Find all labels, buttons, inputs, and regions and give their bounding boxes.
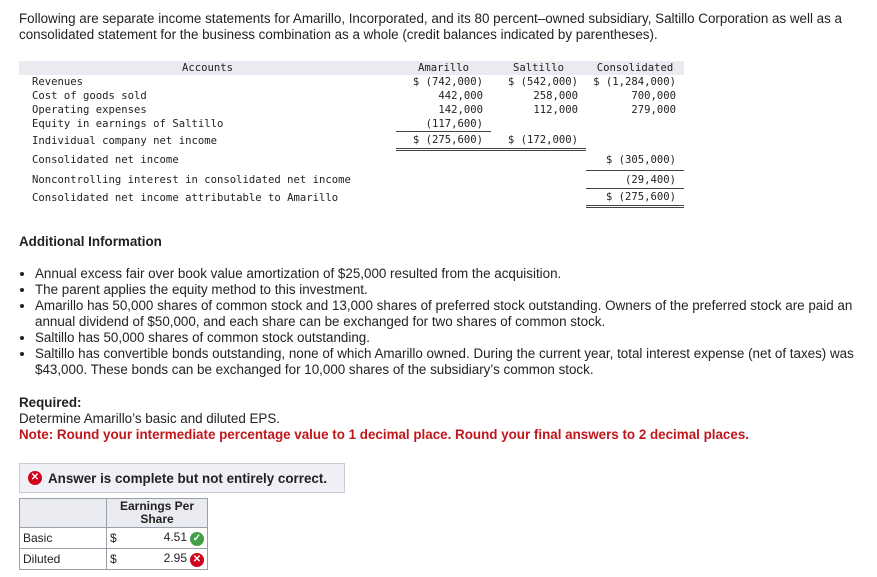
- consolidated-value: $ (305,000): [605, 153, 676, 166]
- row-label: Revenues: [32, 76, 84, 88]
- consolidated-value: $ (275,600): [586, 189, 684, 207]
- answer-status-text: Answer is complete but not entirely correct.: [48, 470, 328, 486]
- table-row: [19, 189, 684, 207]
- required-title: Required:: [19, 395, 82, 410]
- saltillo-value: [491, 171, 586, 189]
- consolidated-value: (29,400): [586, 171, 684, 189]
- saltillo-value: $ (172,000): [491, 132, 586, 150]
- consolidated-value: [586, 117, 684, 132]
- header-saltillo: Saltillo: [491, 61, 586, 75]
- saltillo-value: 258,000: [533, 90, 578, 102]
- list-item: • Saltillo has convertible bonds outstanding, none of which Amarillo owned. During the current year, total interest expense (net of taxes) was $43,000. These bonds can be exchanged for 10,000 shares of the subsidiary’s common stock.: [35, 346, 877, 378]
- table-row: [19, 75, 684, 89]
- consolidated-value: 700,000: [631, 90, 676, 102]
- row-label: Individual company net income: [32, 134, 217, 147]
- intro-paragraph: Following are separate income statements for Amarillo, Incorporated, and its 80 percent–owned subsidiary, Saltillo Corporation as well as a consolidated statement for the business combination as a whole (credit balances indicated by parentheses).: [19, 11, 842, 42]
- consolidated-value: [586, 132, 684, 150]
- answer-status-banner: [19, 463, 345, 493]
- consolidated-value: 279,000: [631, 104, 676, 116]
- header-consolidated: Consolidated: [586, 61, 684, 75]
- saltillo-value: [491, 150, 586, 171]
- close-icon: ✕: [190, 553, 204, 567]
- consolidated-value: $ (1,284,000): [593, 76, 676, 88]
- list-item: • The parent applies the equity method to this investment.: [35, 282, 877, 298]
- table-row: [19, 150, 684, 171]
- amarillo-value: $ (275,600): [396, 132, 491, 150]
- rounding-note: Note: Round your intermediate percentage value to 1 decimal place. Round your final answers to 2 decimal places.: [19, 427, 749, 442]
- additional-information-heading: Additional Information: [19, 234, 162, 249]
- saltillo-value: [491, 117, 586, 132]
- row-label: Consolidated net income attributable to Amarillo: [32, 191, 339, 204]
- basic-eps-value: 4.51: [163, 530, 187, 544]
- amarillo-value: [396, 150, 491, 171]
- table-row: [20, 528, 208, 549]
- diluted-eps-input[interactable]: [123, 549, 208, 570]
- amarillo-value: 442,000: [438, 90, 483, 102]
- table-row: [19, 171, 684, 189]
- table-row: [19, 89, 684, 103]
- eps-column-header: Earnings Per Share: [107, 499, 208, 528]
- currency-symbol: $: [107, 528, 124, 549]
- required-text: Determine Amarillo’s basic and diluted EPS.: [19, 411, 280, 426]
- saltillo-value: 112,000: [533, 104, 578, 116]
- row-label: Operating expenses: [32, 104, 147, 116]
- list-item: • Saltillo has 50,000 shares of common stock outstanding.: [35, 330, 877, 346]
- row-label: Equity in earnings of Saltillo: [32, 118, 224, 131]
- amarillo-value: (117,600): [396, 117, 491, 132]
- amarillo-value: $ (742,000): [412, 76, 483, 88]
- currency-symbol: $: [107, 549, 124, 570]
- header-amarillo: Amarillo: [396, 61, 491, 75]
- eps-row-label: Diluted: [20, 549, 107, 570]
- basic-eps-input[interactable]: [123, 528, 208, 549]
- statement-header-row: [19, 61, 684, 75]
- amarillo-value: [396, 189, 491, 207]
- row-label: Cost of goods sold: [32, 90, 147, 102]
- saltillo-value: [491, 189, 586, 207]
- close-icon: ✕: [28, 471, 42, 485]
- income-statement-table: [19, 61, 684, 208]
- amarillo-value: 142,000: [438, 104, 483, 116]
- table-row: [19, 103, 684, 117]
- required-section: [19, 395, 749, 443]
- row-label: Noncontrolling interest in consolidated net income: [32, 173, 351, 186]
- header-accounts: Accounts: [19, 61, 396, 75]
- check-icon: ✓: [190, 532, 204, 546]
- list-item: • Annual excess fair over book value amortization of $25,000 resulted from the acquisition.: [35, 266, 877, 282]
- additional-information-list: [19, 266, 877, 378]
- diluted-eps-value: 2.95: [163, 551, 187, 565]
- eps-row-label: Basic: [20, 528, 107, 549]
- eps-header-row: [20, 499, 208, 528]
- table-row: [20, 549, 208, 570]
- row-label: Consolidated net income: [32, 154, 179, 166]
- saltillo-value: $ (542,000): [507, 76, 578, 88]
- table-row: [19, 132, 684, 150]
- eps-answer-table: [19, 498, 208, 570]
- eps-blank-header: [20, 499, 107, 528]
- list-item: • Amarillo has 50,000 shares of common stock and 13,000 shares of preferred stock outstanding. Owners of the preferred stock are paid an annual dividend of $50,000, and each share can be exchanged for two shares of common stock.: [35, 298, 877, 330]
- table-row: [19, 117, 684, 132]
- amarillo-value: [396, 171, 491, 189]
